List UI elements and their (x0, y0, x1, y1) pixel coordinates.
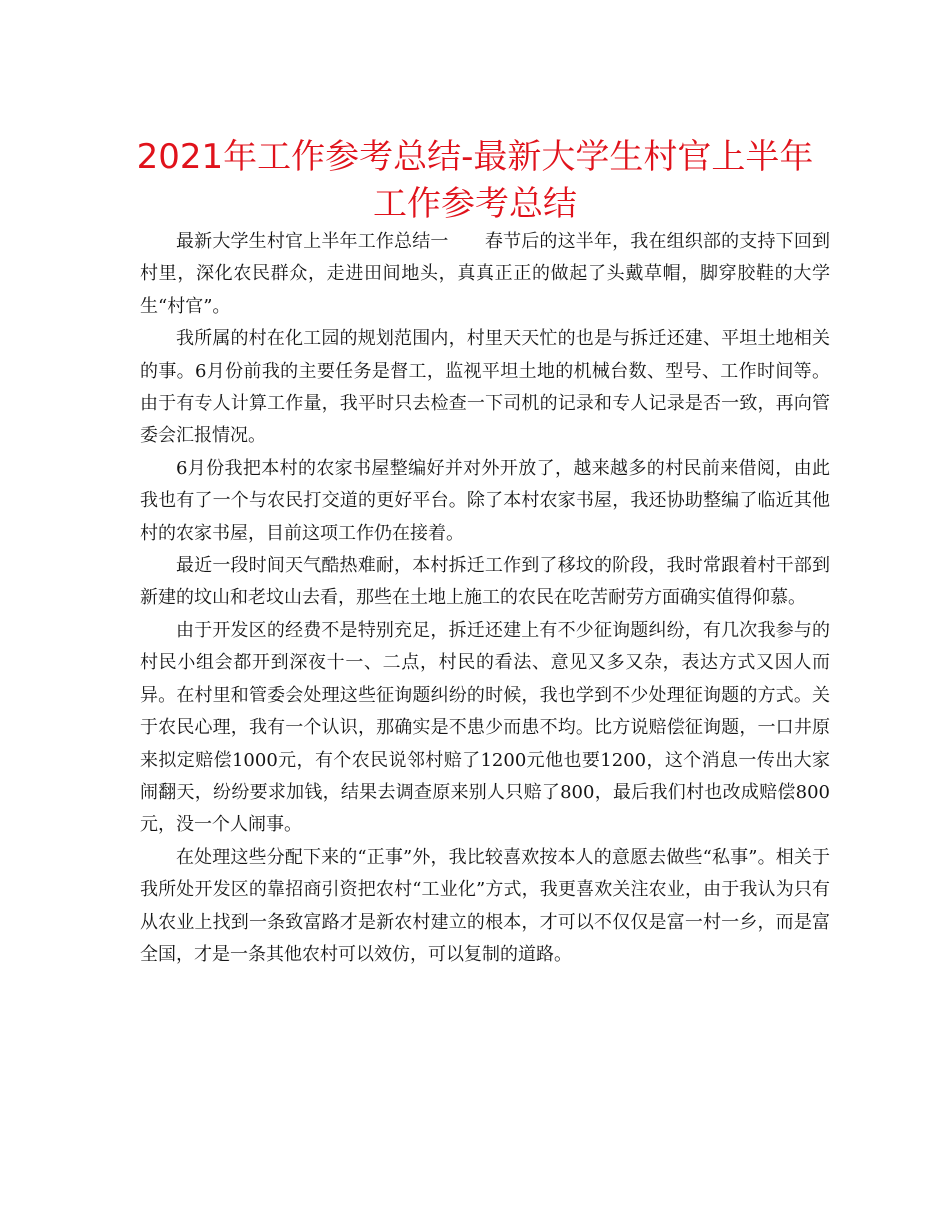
paragraph: 由于开发区的经费不是特别充足，拆迁还建上有不少征询题纠纷，有几次我参与的村民小组会都开到深夜十一、二点，村民的看法、意见又多又杂，表达方式又因人而异。在村里和管委会处理这些征询题纠纷的时候，我也学到不少处理征询题的方式。关于农民心理，我有一个认识，那确实是不患少而患不均。比方说赔偿征询题，一口井原来拟定赔偿1000元，有个农民说邻村赔了1200元他也要1200，这个消息一传出大家闹翻天，纷纷要求加钱，结果去调查原来别人只赔了800，最后我们村也改成赔偿800元，没一个人闹事。 (140, 619, 830, 836)
paragraph: 在处理这些分配下来的“正事”外，我比较喜欢按本人的意愿去做些“私事”。相关于我所处开发区的靠招商引资把农村“工业化”方式，我更喜欢关注农业，由于我认为只有从农业上找到一条致富路才是新农村建立的根本，才可以不仅仅是富一村一乡，而是富全国，才是一条其他农村可以效仿，可以复制的道路。 (140, 846, 830, 965)
document-body (140, 226, 830, 971)
paragraph: 最新大学生村官上半年工作总结一 春节后的这半年，我在组织部的支持下回到村里，深化农民群众，走进田间地头，真真正正的做起了头戴草帽，脚穿胶鞋的大学生“村官”。 (140, 231, 830, 317)
document-title: 2021年工作参考总结-最新大学生村官上半年工作参考总结 (136, 137, 814, 224)
paragraph: 6月份我把本村的农家书屋整编好并对外开放了，越来越多的村民前来借阅，由此我也有了一个与农民打交道的更好平台。除了本村农家书屋，我还协助整编了临近其他村的农家书屋，目前这项工作仍在接着。 (140, 457, 830, 544)
paragraph: 我所属的村在化工园的规划范围内，村里天天忙的也是与拆迁还建、平坦土地相关的事。6月份前我的主要任务是督工，监视平坦土地的机械台数、型号、工作时间等。由于有专人计算工作量，我平时只去检查一下司机的记录和专人记录是否一致，再向管委会汇报情况。 (140, 328, 830, 447)
paragraph: 最近一段时间天气酷热难耐，本村拆迁工作到了移坟的阶段，我时常跟着村干部到新建的坟山和老坟山去看，那些在土地上施工的农民在吃苦耐劳方面确实值得仰慕。 (140, 555, 830, 609)
